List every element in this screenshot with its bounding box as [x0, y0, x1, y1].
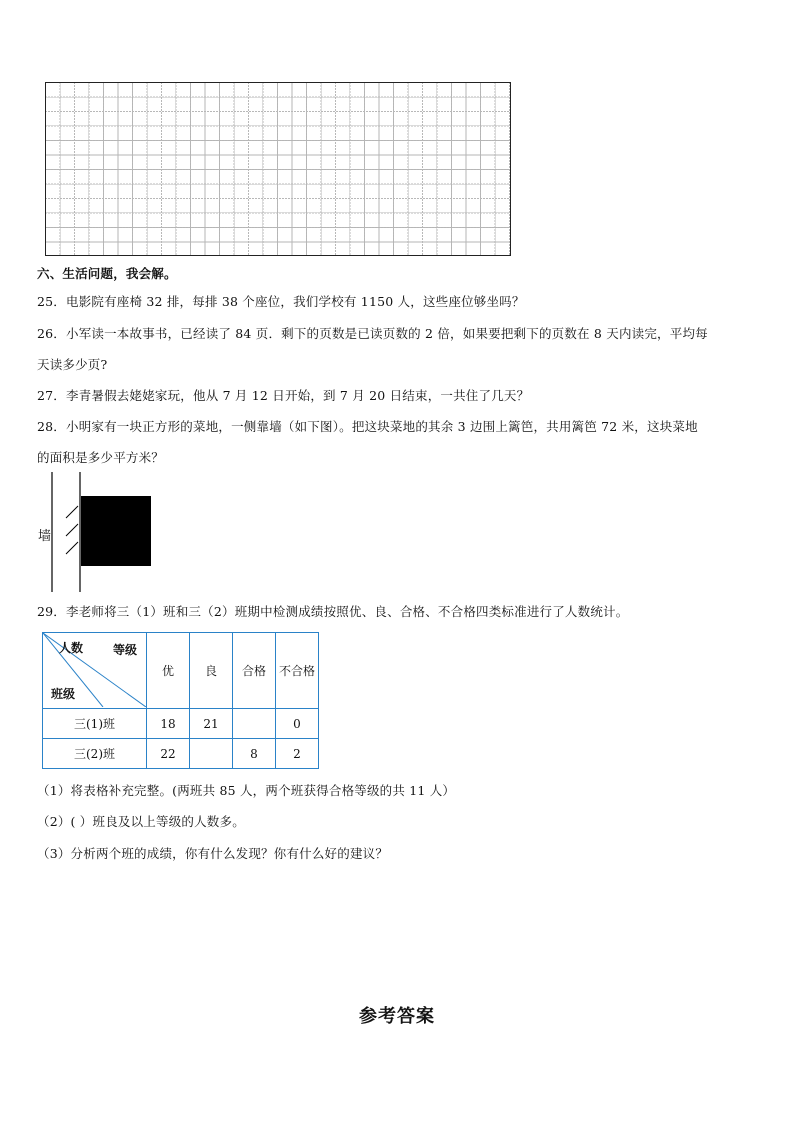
table-row [43, 739, 319, 769]
question-26-line1: 26．小军读一本故事书，已经读了 84 页．剩下的页数是已读页数的 2 倍，如果要把剩下的页数在 8 天内读完，平均每 [37, 326, 708, 341]
answer-heading: 参考答案 [359, 1006, 435, 1027]
square-plot [81, 496, 151, 566]
grid-paper [45, 82, 511, 256]
wall-hatch [66, 542, 78, 554]
corner-label-grade: 等级 [113, 643, 138, 657]
wall-hatch [66, 524, 78, 536]
column-header: 优 [147, 633, 190, 709]
table-cell: 18 [147, 709, 190, 739]
section-title: 六、生活问题，我会解。 [37, 266, 177, 281]
question-27: 27．李青暑假去姥姥家玩，他从 7 月 12 日开始，到 7 月 20 日结束，一共住了几天？ [37, 388, 530, 403]
table-cell [233, 709, 276, 739]
table-cell [190, 739, 233, 769]
column-header: 合格 [233, 633, 276, 709]
row-label: 三(1)班 [43, 709, 147, 739]
column-header: 不合格 [276, 633, 319, 709]
question-26-line2: 天读多少页? [37, 357, 108, 372]
table-cell: 8 [233, 739, 276, 769]
wall-label: 墙 [38, 529, 52, 544]
question-28-line1: 28．小明家有一块正方形的菜地，一侧靠墙（如下图）。把这块菜地的其余 3 边围上篱笆，共用篱笆 72 米，这块菜地 [37, 419, 698, 434]
table-cell: 2 [276, 739, 319, 769]
table-cell: 0 [276, 709, 319, 739]
wall-hatch [66, 506, 78, 518]
question-29-part3: （3）分析两个班的成绩，你有什么发现？你有什么好的建议？ [37, 846, 389, 861]
corner-label-count: 人数 [59, 641, 84, 655]
question-29-part1: （1）将表格补充完整。(两班共 85 人，两个班获得合格等级的共 11 人） [37, 783, 456, 798]
grade-table [42, 632, 319, 769]
question-25: 25．电影院有座椅 32 排，每排 38 个座位，我们学校有 1150 人，这些座位够坐吗？ [37, 294, 525, 309]
question-29: 29．李老师将三（1）班和三（2）班期中检测成绩按照优、良、合格、不合格四类标准进行了人数统计。 [37, 604, 629, 619]
question-28-line2: 的面积是多少平方米？ [37, 450, 165, 465]
table-corner-cell [43, 633, 147, 709]
corner-label-class: 班级 [51, 687, 76, 701]
vegetable-plot-figure [35, 470, 165, 595]
table-cell: 22 [147, 739, 190, 769]
table-cell: 21 [190, 709, 233, 739]
table-row [43, 709, 319, 739]
question-29-part2: （2）( ）班良及以上等级的人数多。 [37, 814, 245, 829]
column-header: 良 [190, 633, 233, 709]
row-label: 三(2)班 [43, 739, 147, 769]
